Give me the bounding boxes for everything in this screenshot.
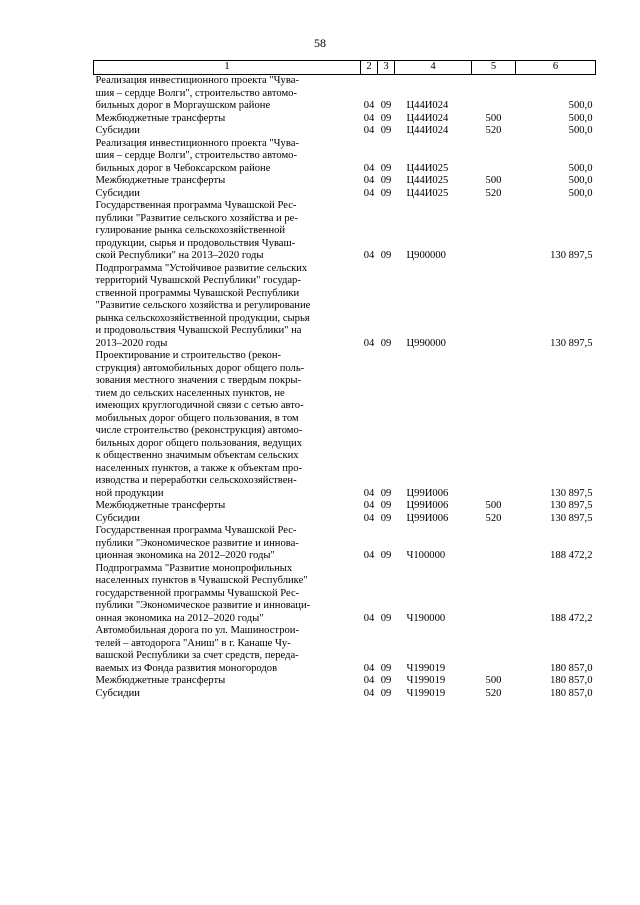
subsection-code: 09 (380, 612, 392, 624)
subsection-code: 09 (380, 687, 392, 699)
description-line: ной продукции (95, 487, 164, 499)
column-header: 6 (516, 61, 596, 75)
description-line: бильных дорог в Моргаушском районе (95, 100, 271, 111)
row-description (94, 200, 361, 263)
description-line: Государственная программа Чувашской Рес- (95, 525, 297, 536)
description-line: Субсидии (95, 512, 140, 524)
subsection-code: 09 (380, 675, 392, 686)
amount: 130 897,5 (550, 250, 593, 261)
description-line: шия – сердце Волги", строительство автомо- (95, 150, 297, 161)
page-number: 58 (314, 36, 326, 50)
description-line: публики "Экономическое развитие и иннова- (95, 537, 299, 549)
amount: 130 897,5 (550, 512, 593, 524)
description-line: Межбюджетные трансферты (95, 500, 226, 511)
expense-type-code (472, 625, 516, 675)
subsection-code: 09 (380, 487, 392, 499)
amount: 500,0 (568, 187, 593, 199)
section-code: 04 (363, 687, 375, 699)
target-article-code: Ц44И025 (406, 175, 449, 186)
table-row (94, 525, 596, 563)
row-description (94, 138, 361, 176)
expense-type-code (472, 525, 516, 563)
section-code: 04 (363, 175, 375, 186)
table-row (94, 513, 596, 526)
section-code: 04 (363, 125, 375, 136)
table-row (94, 113, 596, 126)
section-code: 04 (363, 662, 375, 674)
section-code: 04 (363, 512, 375, 524)
amount: 180 857,0 (550, 687, 593, 699)
amount: 500,0 (568, 125, 593, 136)
description-line: изводства и переработки сельскохозяйствен- (95, 475, 297, 486)
description-line: онная экономика на 2012–2020 годы" (95, 612, 264, 624)
expense-type-code (472, 263, 516, 351)
table-header-row (94, 61, 596, 75)
expense-type-code (472, 75, 516, 113)
target-article-code: Ц44И024 (406, 100, 449, 111)
subsection-code: 09 (380, 162, 392, 174)
subsection-code: 09 (380, 337, 392, 349)
table-row (94, 188, 596, 201)
description-line: Реализация инвестиционного проекта "Чува- (95, 75, 299, 86)
expense-type-code: 500 (485, 500, 502, 511)
target-article-code: Ц99И006 (406, 487, 449, 499)
description-line: Субсидии (95, 687, 140, 699)
expense-type-code: 520 (485, 687, 502, 699)
column-header: 2 (361, 61, 378, 75)
description-line: Государственная программа Чувашской Рес- (95, 200, 297, 211)
description-line: публики "Развитие сельского хозяйства и ре- (95, 212, 298, 224)
table-row (94, 675, 596, 688)
description-line: вашской Республики за счет средств, переда- (95, 650, 299, 661)
row-description (94, 513, 361, 526)
target-article-code: Ц44И024 (406, 112, 449, 124)
expense-type-code: 520 (485, 187, 502, 199)
description-line: рынка сельскохозяйственной продукции, сырья (95, 312, 310, 324)
section-code: 04 (363, 500, 375, 511)
row-description (94, 625, 361, 675)
row-description (94, 350, 361, 500)
row-description (94, 263, 361, 351)
description-line: ваемых из Фонда развития моногородов (95, 662, 278, 674)
description-line: населенных пунктов, а также к объектам про- (95, 462, 303, 474)
row-description (94, 563, 361, 626)
expense-type-code: 500 (485, 675, 502, 686)
description-line: продукции, сырья и продовольствия Чуваш- (95, 237, 296, 249)
description-line: публики "Экономическое развитие и инноваци- (95, 600, 311, 611)
description-line: ционная экономика на 2012–2020 годы" (95, 550, 275, 561)
row-description (94, 500, 361, 513)
section-code: 04 (363, 112, 375, 124)
amount: 130 897,5 (550, 487, 593, 499)
amount: 188 472,2 (550, 550, 593, 561)
amount: 180 857,0 (550, 662, 593, 674)
row-description (94, 675, 361, 688)
target-article-code: Ц99И006 (406, 500, 449, 511)
target-article-code: Ц44И025 (406, 162, 449, 174)
description-line: ственной программы Чувашской Республики (95, 287, 300, 299)
target-article-code: Ц99И006 (406, 512, 449, 524)
target-article-code: Ц44И025 (406, 187, 449, 199)
description-line: Субсидии (95, 187, 140, 199)
section-code: 04 (363, 675, 375, 686)
target-article-code: Ч199019 (406, 662, 446, 674)
table-row (94, 625, 596, 675)
subsection-code: 09 (380, 500, 392, 511)
row-description (94, 75, 361, 113)
table-row (94, 563, 596, 626)
column-header: 3 (378, 61, 395, 75)
description-line: шия – сердце Волги", строительство автомо- (95, 87, 297, 99)
description-line: Межбюджетные трансферты (95, 175, 226, 186)
description-line: струкция) автомобильных дорог общего поль- (95, 362, 305, 374)
target-article-code: Ц990000 (406, 337, 446, 349)
expense-type-code: 500 (485, 175, 502, 186)
description-line: тием до сельских населенных пунктов, не (95, 387, 285, 399)
description-line: "Развитие сельского хозяйства и регулирование (95, 300, 311, 311)
target-article-code: Ч190000 (406, 612, 446, 624)
subsection-code: 09 (380, 100, 392, 111)
section-code: 04 (363, 250, 375, 261)
description-line: Подпрограмма "Развитие монопрофильных (95, 562, 293, 574)
subsection-code: 09 (380, 512, 392, 524)
amount: 180 857,0 (550, 675, 593, 686)
subsection-code: 09 (380, 112, 392, 124)
section-code: 04 (363, 550, 375, 561)
target-article-code: Ч100000 (406, 550, 446, 561)
section-code: 04 (363, 162, 375, 174)
table-row (94, 688, 596, 701)
amount: 130 897,5 (550, 500, 593, 511)
table-row (94, 175, 596, 188)
target-article-code: Ц900000 (406, 250, 446, 261)
table-row (94, 75, 596, 113)
amount: 500,0 (568, 112, 593, 124)
row-description (94, 125, 361, 138)
expense-type-code (472, 350, 516, 500)
subsection-code: 09 (380, 187, 392, 199)
target-article-code: Ч199019 (406, 687, 446, 699)
subsection-code: 09 (380, 250, 392, 261)
description-line: зования местного значения с твердым покры- (95, 375, 302, 386)
table-row (94, 500, 596, 513)
subsection-code: 09 (380, 125, 392, 136)
expense-type-code: 520 (485, 512, 502, 524)
description-line: числе строительство (реконструкция) автомо- (95, 425, 303, 436)
column-header: 4 (395, 61, 472, 75)
budget-table (93, 60, 596, 700)
table-row (94, 350, 596, 500)
expense-type-code: 500 (485, 112, 502, 124)
row-description (94, 188, 361, 201)
column-header: 5 (472, 61, 516, 75)
section-code: 04 (363, 100, 375, 111)
table-row (94, 200, 596, 263)
amount: 188 472,2 (550, 612, 593, 624)
row-description (94, 113, 361, 126)
expense-type-code (472, 563, 516, 626)
description-line: бильных дорог в Чебоксарском районе (95, 162, 271, 174)
expense-type-code: 520 (485, 125, 502, 136)
column-header: 1 (94, 61, 361, 75)
amount: 500,0 (568, 162, 593, 174)
table-row (94, 138, 596, 176)
description-line: Межбюджетные трансферты (95, 112, 226, 124)
subsection-code: 09 (380, 175, 392, 186)
description-line: Субсидии (95, 125, 140, 136)
section-code: 04 (363, 187, 375, 199)
description-line: телей – автодорога "Аниш" в г. Канаше Чу- (95, 637, 291, 649)
table-body (94, 75, 596, 701)
description-line: государственной программы Чувашской Рес- (95, 587, 300, 599)
description-line: мобильных дорог общего пользования, в том (95, 412, 299, 424)
row-description (94, 688, 361, 701)
description-line: Автомобильная дорога по ул. Машинострои- (95, 625, 299, 636)
description-line: 2013–2020 годы (95, 337, 168, 349)
subsection-code: 09 (380, 662, 392, 674)
description-line: Реализация инвестиционного проекта "Чува- (95, 137, 299, 149)
description-line: территорий Чувашской Республики" государ- (95, 275, 301, 286)
amount: 130 897,5 (550, 337, 593, 349)
description-line: Межбюджетные трансферты (95, 675, 226, 686)
section-code: 04 (363, 487, 375, 499)
row-description (94, 175, 361, 188)
description-line: и продовольствия Чувашской Республики" на (95, 325, 302, 336)
description-line: Подпрограмма "Устойчивое развитие сельских (95, 262, 308, 274)
description-line: населенных пунктов в Чувашской Республике" (95, 575, 308, 586)
amount: 500,0 (568, 100, 593, 111)
description-line: бильных дорог общего пользования, ведущих (95, 437, 303, 449)
description-line: к общественно значимым объектам сельских (95, 450, 299, 461)
target-article-code: Ц44И024 (406, 125, 449, 136)
target-article-code: Ч199019 (406, 675, 446, 686)
description-line: гулирование рынка сельскохозяйственной (95, 225, 286, 236)
table-row (94, 263, 596, 351)
expense-type-code (472, 138, 516, 176)
row-description (94, 525, 361, 563)
expense-type-code (472, 200, 516, 263)
section-code: 04 (363, 337, 375, 349)
description-line: ской Республики" на 2013–2020 годы (95, 250, 264, 261)
section-code: 04 (363, 612, 375, 624)
description-line: имеющих круглогодичной связи с сетью авто- (95, 400, 304, 411)
amount: 500,0 (568, 175, 593, 186)
table-row (94, 125, 596, 138)
subsection-code: 09 (380, 550, 392, 561)
description-line: Проектирование и строительство (рекон- (95, 350, 282, 361)
